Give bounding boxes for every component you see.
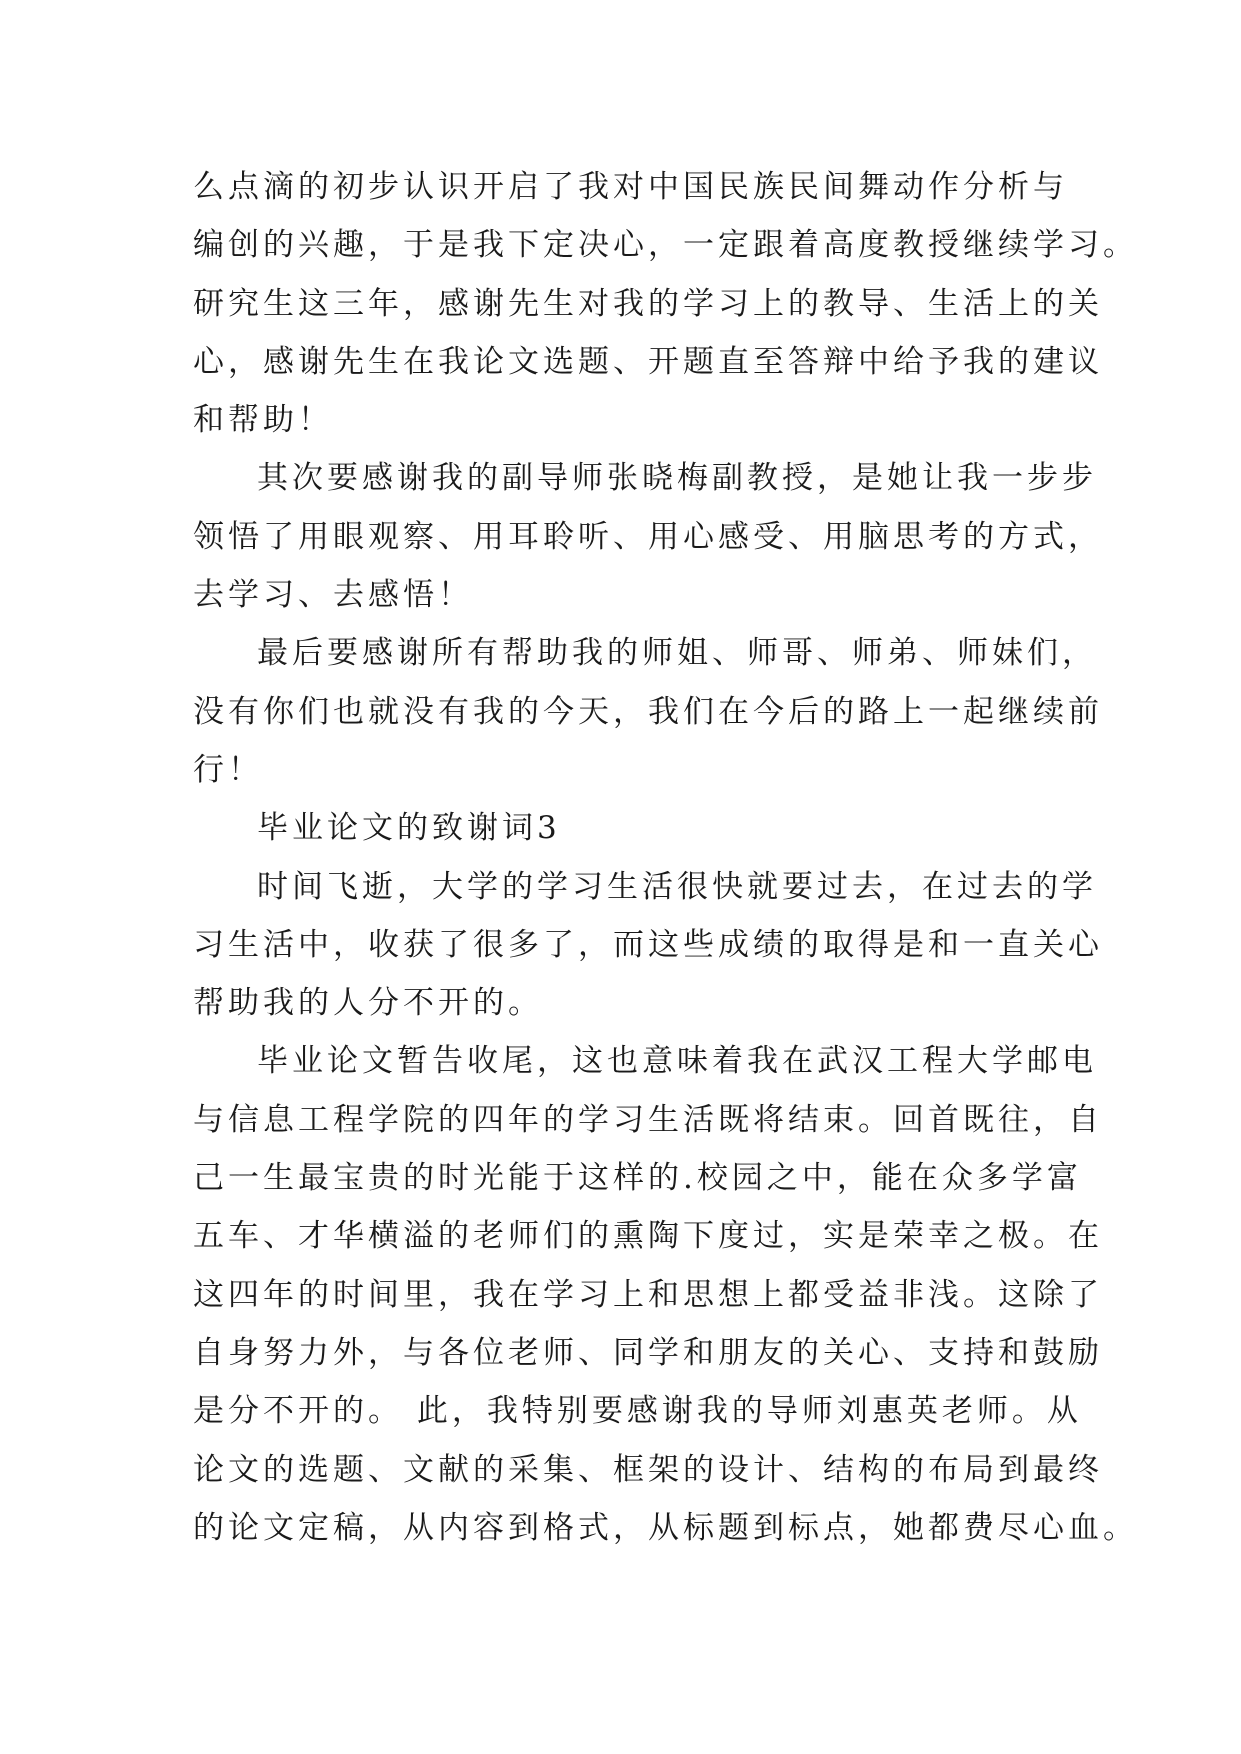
text-line: 论文的选题、文献的采集、框架的设计、结构的布局到最终 [193, 1451, 1103, 1488]
text-line: 习生活中，收获了很多了，而这些成绩的取得是和一直关心 [193, 926, 1103, 963]
text-line: 和帮助！ [193, 402, 333, 439]
text-line: 是分不开的。 此，我特别要感谢我的导师刘惠英老师。从 [193, 1393, 1082, 1430]
text-line: 么点滴的初步认识开启了我对中国民族民间舞动作分析与 [193, 169, 1068, 205]
text-line: 研究生这三年，感谢先生对我的学习上的教导、生活上的关 [193, 285, 1103, 322]
text-line: 编创的兴趣，于是我下定决心，一定跟着高度教授继续学习。 [193, 227, 1138, 264]
text-line: 领悟了用眼观察、用耳聆听、用心感受、用脑思考的方式， [193, 518, 1103, 555]
text-line: 心，感谢先生在我论文选题、开题直至答辩中给予我的建议 [193, 343, 1103, 380]
paragraph-start-line: 最后要感谢所有帮助我的师姐、师哥、师弟、师妹们， [257, 635, 1097, 672]
text-line: 这四年的时间里，我在学习上和思想上都受益非浅。这除了 [193, 1276, 1103, 1313]
text-line: 行！ [193, 751, 263, 788]
text-line: 没有你们也就没有我的今天，我们在今后的路上一起继续前 [193, 693, 1103, 730]
text-line: 与信息工程学院的四年的学习生活既将结束。回首既往，自 [193, 1101, 1103, 1138]
document-body [193, 158, 1138, 1557]
section-heading: 毕业论文的致谢词3 [257, 810, 561, 847]
paragraph-start-line: 其次要感谢我的副导师张晓梅副教授，是她让我一步步 [257, 460, 1097, 497]
paragraph-start-line: 毕业论文暂告收尾，这也意味着我在武汉工程大学邮电 [257, 1043, 1097, 1080]
text-line: 的论文定稿，从内容到格式，从标题到标点，她都费尽心血。 [193, 1509, 1138, 1546]
text-line: 去学习、去感悟！ [193, 577, 473, 614]
text-line: 己一生最宝贵的时光能于这样的.校园之中，能在众多学富 [193, 1160, 1082, 1197]
text-line: 五车、才华横溢的老师们的熏陶下度过，实是荣幸之极。在 [193, 1218, 1103, 1255]
text-line: 自身努力外，与各位老师、同学和朋友的关心、支持和鼓励 [193, 1334, 1103, 1371]
text-line: 帮助我的人分不开的。 [193, 985, 543, 1022]
paragraph-start-line: 时间飞逝，大学的学习生活很快就要过去，在过去的学 [257, 868, 1097, 905]
